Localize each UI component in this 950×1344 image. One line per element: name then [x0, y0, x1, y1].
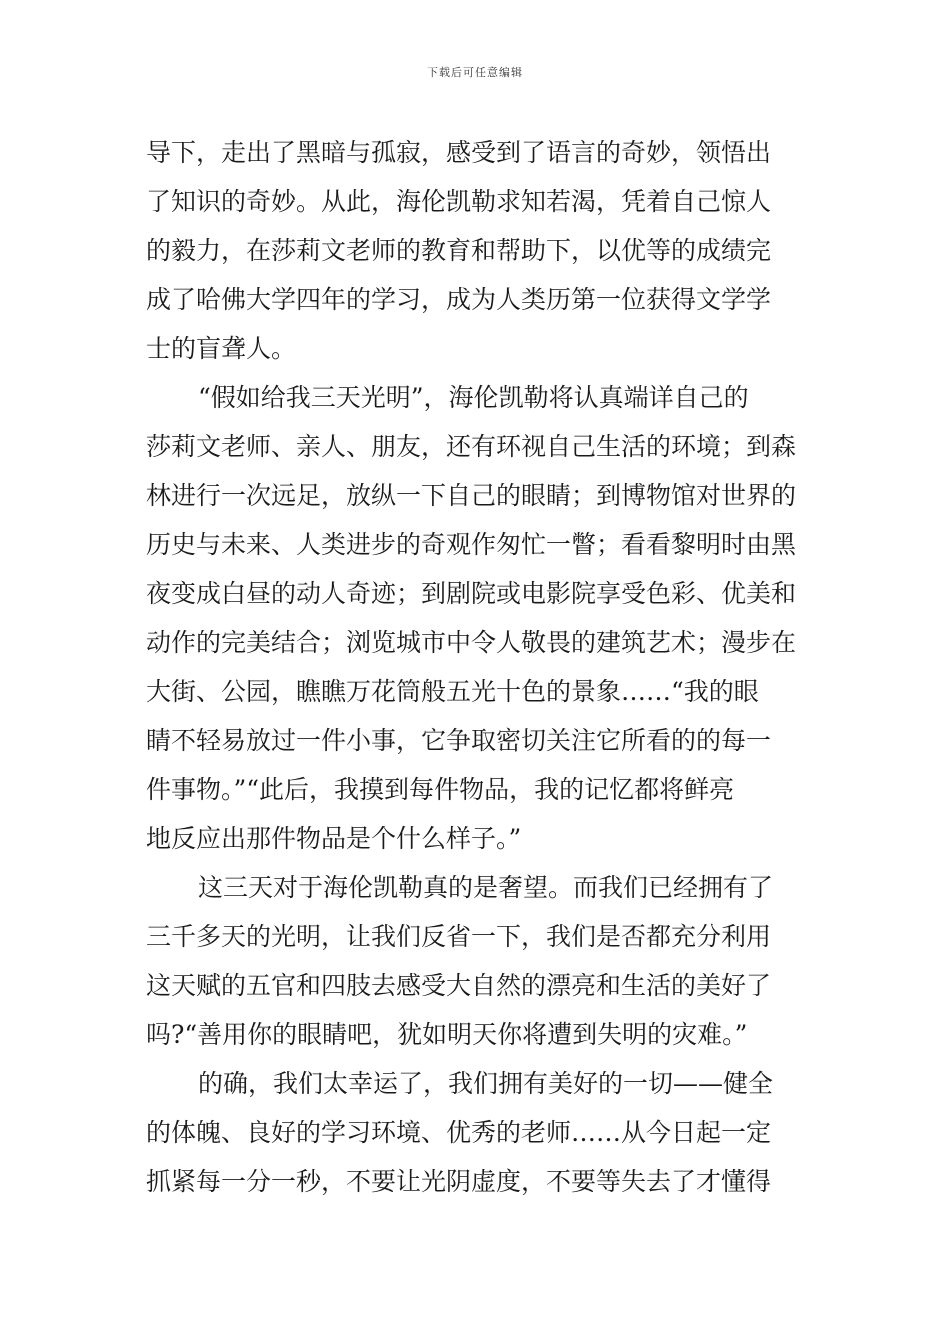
- document-body: [146, 128, 806, 1206]
- paragraph: [146, 863, 806, 1059]
- text-line: 动作的完美结合；浏览城市中令人敬畏的建筑艺术；漫步在: [146, 628, 797, 657]
- text-line: 这三天对于海伦凯勒真的是奢望。而我们已经拥有了: [198, 873, 774, 902]
- text-line: 莎莉文老师、亲人、朋友，还有环视自己生活的环境；到森: [146, 432, 797, 461]
- text-line: 导下，走出了黑暗与孤寂，感受到了语言的奇妙，领悟出: [146, 138, 772, 167]
- text-line: 林进行一次远足，放纵一下自己的眼睛；到博物馆对世界的: [146, 481, 797, 510]
- text-line: “假如给我三天光明”，海伦凯勒将认真端详自己的: [198, 383, 749, 412]
- text-line: 夜变成白昼的动人奇迹；到剧院或电影院享受色彩、优美和: [146, 579, 797, 608]
- paragraph: [146, 373, 806, 863]
- text-line: 的确，我们太幸运了，我们拥有美好的一切——健全: [198, 1069, 774, 1098]
- text-line: 了知识的奇妙。从此，海伦凯勒求知若渴，凭着自己惊人: [146, 187, 772, 216]
- text-line: 抓紧每一分一秒，不要让光阴虚度，不要等失去了才懂得: [146, 1167, 772, 1196]
- text-line: 三千多天的光明，让我们反省一下，我们是否都充分利用: [146, 922, 772, 951]
- text-line: 的体魄、良好的学习环境、优秀的老师……从今日起一定: [146, 1118, 772, 1147]
- text-line: 地反应出那件物品是个什么样子。”: [146, 824, 522, 853]
- text-line: 历史与未来、人类进步的奇观作匆忙一瞥；看看黎明时由黑: [146, 530, 797, 559]
- page-header: 下载后可任意编辑: [427, 66, 523, 79]
- text-line: 吗?“善用你的眼睛吧，犹如明天你将遭到失明的灾难。”: [146, 1020, 748, 1049]
- text-line: 大街、公园，瞧瞧万花筒般五光十色的景象……“我的眼: [146, 677, 759, 706]
- text-line: 这天赋的五官和四肢去感受大自然的漂亮和生活的美好了: [146, 971, 772, 1000]
- text-line: 件事物。”“此后，我摸到每件物品，我的记忆都将鲜亮: [146, 775, 735, 804]
- text-line: 士的盲聋人。: [146, 334, 297, 363]
- text-line: 睛不轻易放过一件小事，它争取密切关注它所看的的每一: [146, 726, 772, 755]
- paragraph: [146, 1059, 806, 1206]
- text-line: 成了哈佛大学四年的学习，成为人类历第一位获得文学学: [146, 285, 772, 314]
- text-line: 的毅力，在莎莉文老师的教育和帮助下，以优等的成绩完: [146, 236, 772, 265]
- paragraph: [146, 128, 806, 373]
